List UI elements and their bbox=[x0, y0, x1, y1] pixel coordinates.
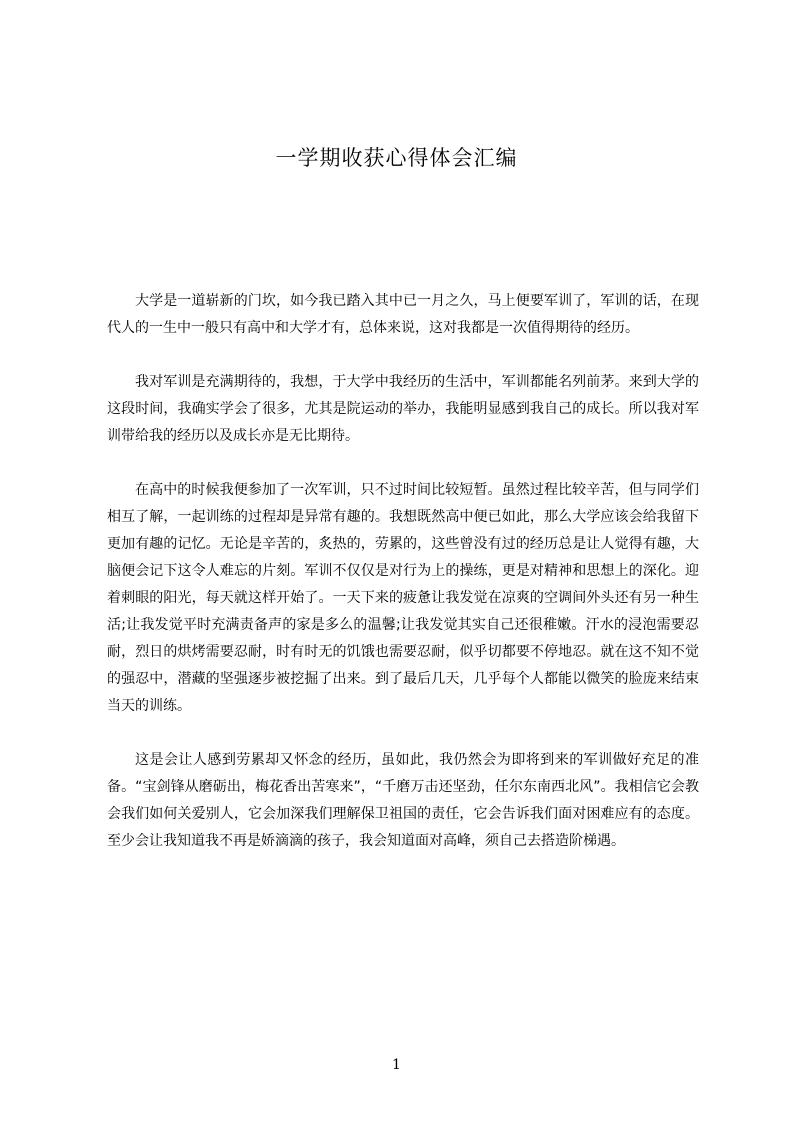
document-body bbox=[107, 288, 699, 882]
paragraph-2: 我对军训是充满期待的，我想，于大学中我经历的生活中，军训都能名列前茅。来到大学的这段时间，我确实学会了很多，尤其是院运动的举办，我能明显感到我自己的成长。所以我对军训带给我的经历以及成长亦是无比期待。 bbox=[107, 374, 699, 444]
document-title: 一学期收获心得体会汇编 bbox=[275, 146, 518, 170]
page-number: 1 bbox=[392, 1057, 401, 1073]
paragraph-3: 在高中的时候我便参加了一次军训，只不过时间比较短暂。虽然过程比较辛苦，但与同学们相互了解，一起训练的过程却是异常有趣的。我想既然高中便已如此，那么大学应该会给我留下更加有趣的记忆。无论是辛苦的，炙热的，劳累的，这些曾没有过的经历总是让人觉得有趣，大脑便会记下这令人难忘的片刻。军训不仅仅是对行为上的操练，更是对精神和思想上的深化。迎着刺眼的阳光，每天就这样开始了。一天下来的疲惫让我发觉在凉爽的空调间外头还有另一种生活;让我发觉平时充满责备声的家是多么的温馨;让我发觉其实自己还很稚嫩。汗水的浸泡需要忍耐，烈日的烘烤需要忍耐，时有时无的饥饿也需要忍耐，似乎切都要不停地忍。就在这不知不觉的强忍中，潜藏的坚强逐步被挖掘了出来。到了最后几天，几乎每个人都能以微笑的脸庞来结束当天的训练。 bbox=[107, 482, 699, 714]
paragraph-4: 这是会让人感到劳累却又怀念的经历，虽如此，我仍然会为即将到来的军训做好充足的准备。“宝剑锋从磨砺出，梅花香出苦寒来”，“千磨万击还坚劲，任尔东南西北风”。我相信它会教会我们如何关爱别人，它会加深我们理解保卫祖国的责任，它会告诉我们面对困难应有的态度。至少会让我知道我不再是娇滴滴的孩子，我会知道面对高峰，须自己去搭造阶梯遇。 bbox=[107, 752, 699, 849]
paragraph-1: 大学是一道崭新的门坎，如今我已踏入其中已一月之久，马上便要军训了，军训的话，在现代人的一生中一般只有高中和大学才有，总体来说，这对我都是一次值得期待的经历。 bbox=[107, 293, 699, 336]
